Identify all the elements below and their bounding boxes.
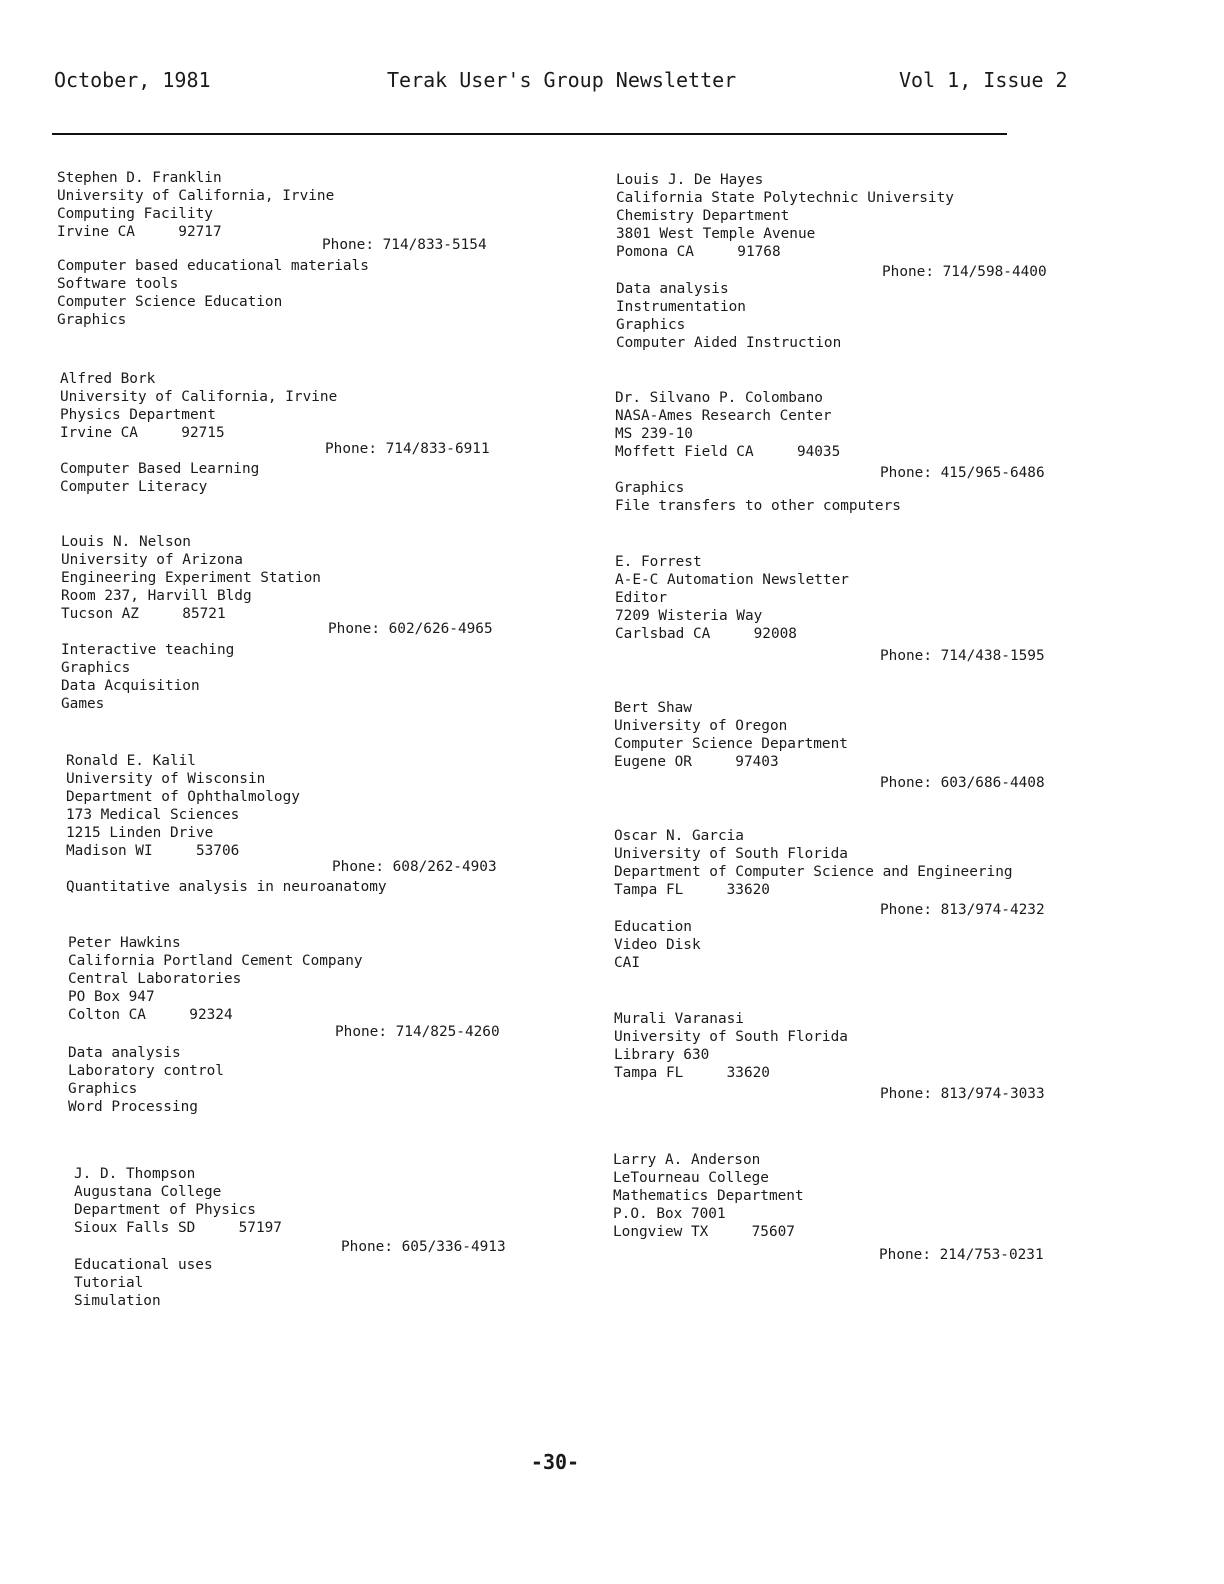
interest-item: Graphics [616, 317, 686, 333]
interest-item: Computer Science Education [57, 294, 283, 310]
address-line: Sioux Falls SD 57197 [74, 1220, 282, 1236]
newsletter-title: Terak User's Group Newsletter [387, 68, 737, 92]
address-line: Room 237, Harvill Bldg [61, 588, 252, 604]
newsletter-volume: Vol 1, Issue 2 [899, 68, 1068, 92]
address-line: Augustana College [74, 1184, 222, 1200]
member-entry [615, 553, 1095, 713]
address-line: Pomona CA 91768 [616, 244, 781, 260]
member-entry [615, 389, 1095, 549]
address-line: A-E-C Automation Newsletter [615, 572, 849, 588]
address-line: University of Arizona [61, 552, 243, 568]
interest-item: Graphics [61, 660, 131, 676]
address-line: Irvine CA 92717 [57, 224, 222, 240]
phone-number: Phone: 605/336-4913 [341, 1239, 506, 1255]
interest-item: Games [61, 696, 105, 712]
address-line: Longview TX 75607 [613, 1224, 795, 1240]
address-line: University of South Florida [614, 1029, 848, 1045]
address-line: California Portland Cement Company [68, 953, 363, 969]
phone-number: Phone: 608/262-4903 [332, 859, 497, 875]
address-line: Engineering Experiment Station [61, 570, 321, 586]
address-line: California State Polytechnic University [616, 190, 954, 206]
phone-number: Phone: 415/965-6486 [880, 465, 1045, 481]
member-name: J. D. Thompson [74, 1166, 196, 1182]
header-rule [52, 133, 1007, 135]
member-entry [68, 934, 548, 1115]
interest-item: Software tools [57, 276, 179, 292]
member-entry [57, 169, 537, 329]
phone-number: Phone: 214/753-0231 [879, 1247, 1044, 1263]
address-line: 7209 Wisteria Way [615, 608, 763, 624]
interest-item: Computer based educational materials [57, 258, 369, 274]
address-line: PO Box 947 [68, 989, 155, 1005]
address-line: Editor [615, 590, 667, 606]
address-line: MS 239-10 [615, 426, 693, 442]
member-name: Murali Varanasi [614, 1011, 744, 1027]
address-line: University of South Florida [614, 846, 848, 862]
phone-number: Phone: 714/833-5154 [322, 237, 487, 253]
interest-item: Education [614, 919, 692, 935]
address-line: Chemistry Department [616, 208, 790, 224]
member-entry [60, 370, 540, 530]
member-name: Peter Hawkins [68, 935, 181, 951]
interest-item: Graphics [68, 1081, 138, 1097]
member-entry [614, 1010, 1094, 1170]
address-line: P.O. Box 7001 [613, 1206, 726, 1222]
address-line: Tampa FL 33620 [614, 882, 770, 898]
interest-item: Tutorial [74, 1275, 144, 1291]
phone-number: Phone: 714/598-4400 [882, 264, 1047, 280]
page-number: -30- [530, 1450, 580, 1474]
member-name: Larry A. Anderson [613, 1152, 761, 1168]
member-name: Louis J. De Hayes [616, 172, 764, 188]
interest-item: CAI [614, 955, 640, 971]
member-entry [616, 171, 1096, 351]
interest-item: Graphics [57, 312, 127, 328]
member-entry [614, 827, 1094, 987]
address-line: Colton CA 92324 [68, 1007, 233, 1023]
member-name: Louis N. Nelson [61, 534, 191, 550]
address-line: 3801 West Temple Avenue [616, 226, 816, 242]
address-line: LeTourneau College [613, 1170, 769, 1186]
member-entry [66, 752, 546, 912]
member-name: E. Forrest [615, 554, 702, 570]
member-name: Alfred Bork [60, 371, 156, 387]
address-line: Computing Facility [57, 206, 213, 222]
address-line: Tucson AZ 85721 [61, 606, 226, 622]
address-line: Carlsbad CA 92008 [615, 626, 797, 642]
interest-item: Graphics [615, 480, 685, 496]
address-line: Computer Science Department [614, 736, 848, 752]
address-line: Department of Physics [74, 1202, 256, 1218]
member-name: Oscar N. Garcia [614, 828, 744, 844]
interest-item: Simulation [74, 1293, 161, 1309]
interest-item: Instrumentation [616, 299, 746, 315]
phone-number: Phone: 714/825-4260 [335, 1024, 500, 1040]
address-line: University of California, Irvine [60, 389, 338, 405]
phone-number: Phone: 714/833-6911 [325, 441, 490, 457]
address-line: 173 Medical Sciences [66, 807, 240, 823]
address-line: Mathematics Department [613, 1188, 804, 1204]
phone-number: Phone: 813/974-3033 [880, 1086, 1045, 1102]
address-line: Central Laboratories [68, 971, 242, 987]
interest-item: File transfers to other computers [615, 498, 901, 514]
phone-number: Phone: 714/438-1595 [880, 648, 1045, 664]
member-name: Stephen D. Franklin [57, 170, 222, 186]
interest-item: Video Disk [614, 937, 701, 953]
phone-number: Phone: 603/686-4408 [880, 775, 1045, 791]
phone-number: Phone: 813/974-4232 [880, 902, 1045, 918]
member-entry [613, 1151, 1093, 1311]
interest-item: Interactive teaching [61, 642, 235, 658]
address-line: NASA-Ames Research Center [615, 408, 832, 424]
address-line: Library 630 [614, 1047, 710, 1063]
member-name: Dr. Silvano P. Colombano [615, 390, 823, 406]
newsletter-date: October, 1981 [54, 68, 211, 92]
member-entry [61, 533, 541, 712]
interest-item: Data analysis [616, 281, 729, 297]
address-line: Moffett Field CA 94035 [615, 444, 841, 460]
address-line: 1215 Linden Drive [66, 825, 214, 841]
address-line: University of Oregon [614, 718, 788, 734]
interest-item: Computer Based Learning [60, 461, 260, 477]
interest-item: Computer Literacy [60, 479, 208, 495]
member-name: Ronald E. Kalil [66, 753, 196, 769]
interest-item: Word Processing [68, 1099, 198, 1115]
interest-item: Laboratory control [68, 1063, 224, 1079]
interest-item: Educational uses [74, 1257, 213, 1273]
address-line: Tampa FL 33620 [614, 1065, 770, 1081]
address-line: University of Wisconsin [66, 771, 266, 787]
address-line: Department of Computer Science and Engineering [614, 864, 1013, 880]
phone-number: Phone: 602/626-4965 [328, 621, 493, 637]
interest-item: Data Acquisition [61, 678, 200, 694]
address-line: Madison WI 53706 [66, 843, 240, 859]
address-line: Eugene OR 97403 [614, 754, 779, 770]
interest-item: Computer Aided Instruction [616, 335, 842, 351]
address-line: Department of Ophthalmology [66, 789, 300, 805]
address-line: University of California, Irvine [57, 188, 335, 204]
address-line: Physics Department [60, 407, 216, 423]
member-entry [74, 1165, 554, 1325]
member-name: Bert Shaw [614, 700, 692, 716]
interest-item: Quantitative analysis in neuroanatomy [66, 879, 387, 895]
address-line: Irvine CA 92715 [60, 425, 225, 441]
interest-item: Data analysis [68, 1045, 181, 1061]
